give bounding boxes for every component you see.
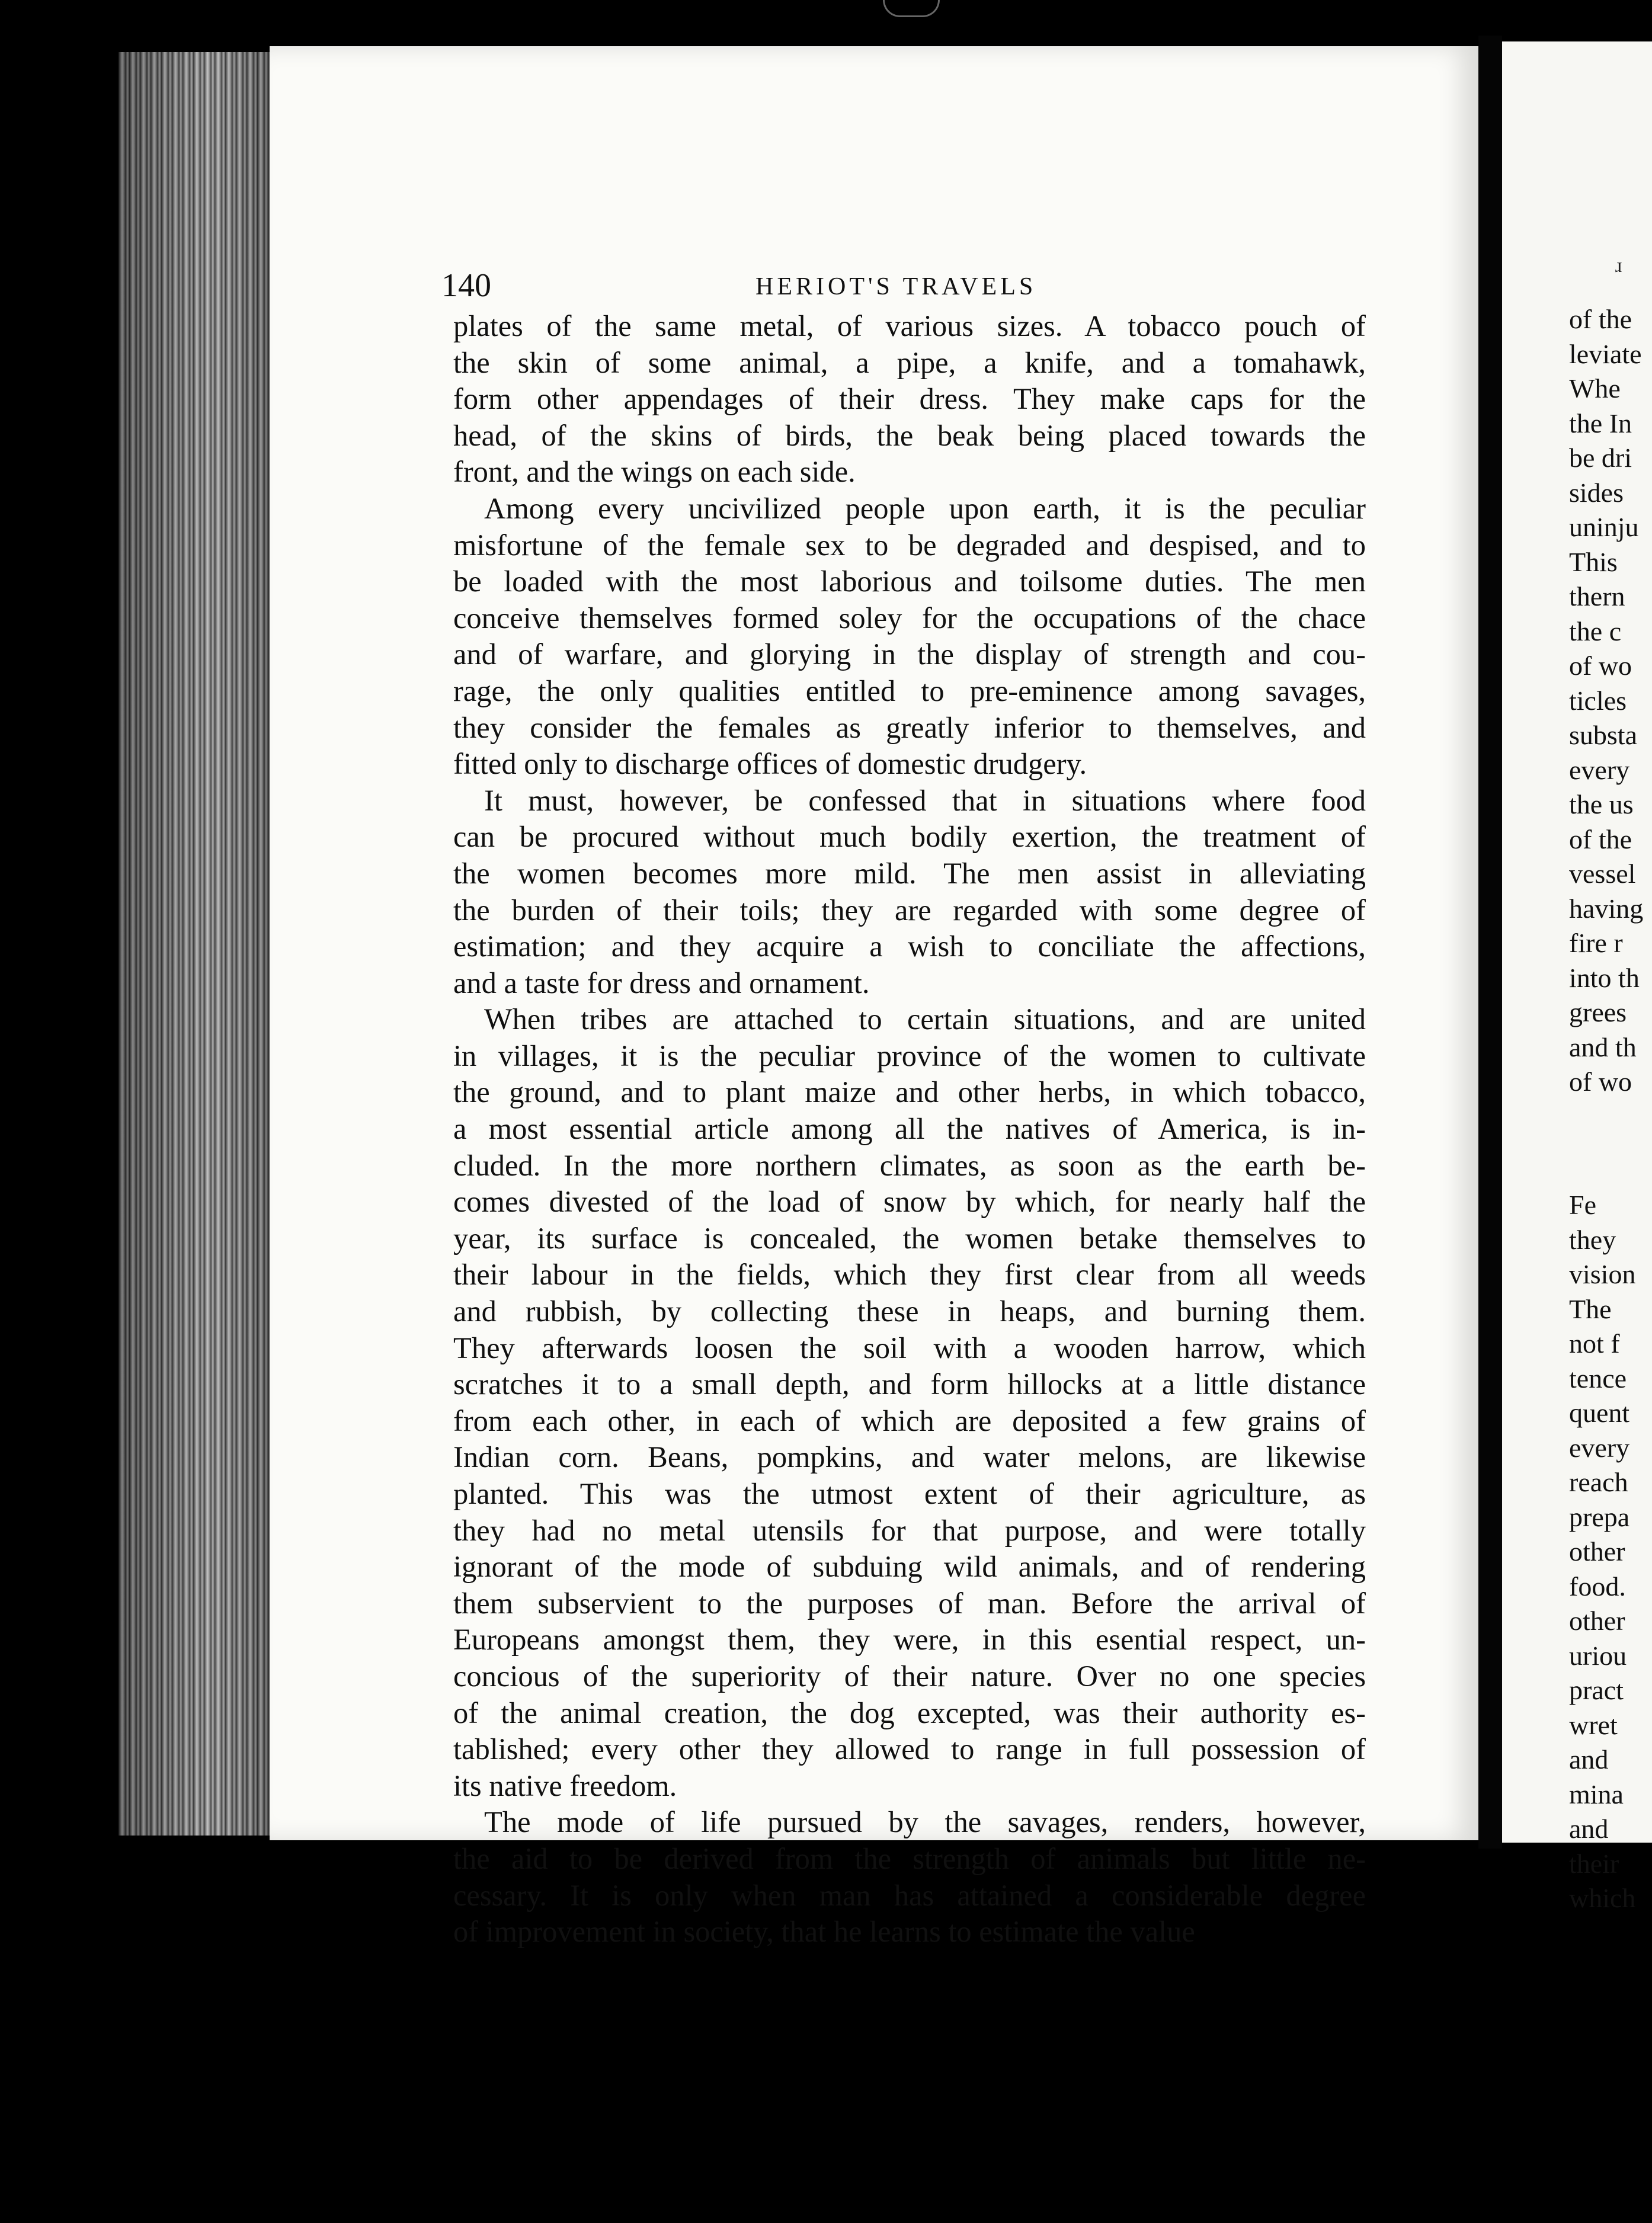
- body-text: [453, 308, 1366, 1950]
- right-page-line: quent: [1569, 1398, 1630, 1428]
- text-line: Among every uncivilized people upon earth, it is the peculiar: [484, 491, 1366, 525]
- text-line: tablished; every other they allowed to range in full possession of: [453, 1732, 1366, 1766]
- right-page-line: grees: [1569, 997, 1627, 1027]
- text-line: comes divested of the load of snow by which, for nearly half the: [453, 1185, 1366, 1219]
- text-line: and a taste for dress and ornament.: [453, 966, 870, 1000]
- text-line: planted. This was the utmost extent of their agriculture, as: [453, 1477, 1366, 1510]
- right-page-line: and: [1569, 1814, 1609, 1844]
- right-page-line: thern: [1569, 581, 1625, 611]
- right-page-line: and: [1569, 1744, 1609, 1774]
- right-page-text-bottom: [1569, 1188, 1652, 1916]
- right-page-line: the In: [1569, 408, 1632, 438]
- right-page-line: not f: [1569, 1328, 1620, 1359]
- right-page-line: they: [1569, 1224, 1616, 1255]
- right-page-line: uriou: [1569, 1640, 1627, 1671]
- text-line: the women becomes more mild. The men assist in alleviating: [453, 856, 1366, 890]
- right-page-line: vision: [1569, 1259, 1636, 1289]
- right-page-line: pract: [1569, 1675, 1624, 1705]
- text-line: and rubbish, by collecting these in heaps, and burning them.: [453, 1295, 1366, 1328]
- right-page-line: Fe: [1569, 1190, 1596, 1220]
- text-line: form other appendages of their dress. They make caps for the: [453, 382, 1366, 416]
- text-line: the ground, and to plant maize and other herbs, in which tobacco,: [453, 1075, 1366, 1109]
- running-title: HERIOT'S TRAVELS: [755, 273, 1037, 300]
- text-line: rage, the only qualities entitled to pre-eminence among savages,: [453, 674, 1366, 707]
- text-line: the skin of some animal, a pipe, a knife, and a tomahawk,: [453, 345, 1366, 379]
- right-page-line: prepa: [1569, 1501, 1630, 1532]
- text-line: the aid to be derived from the strength of animals but little ne-: [453, 1841, 1366, 1875]
- text-line: They afterwards loosen the soil with a wooden harrow, which: [453, 1331, 1366, 1364]
- text-line: scratches it to a small depth, and form hillocks at a little distance: [453, 1367, 1366, 1401]
- text-line: Europeans amongst them, they were, in this esential respect, un-: [453, 1623, 1366, 1657]
- text-line: of improvement in society, that he learns to estimate the value: [453, 1915, 1195, 1949]
- text-line: from each other, in each of which are deposited a few grains of: [453, 1404, 1366, 1437]
- text-line: estimation; and they acquire a wish to conciliate the affections,: [453, 930, 1366, 963]
- right-page-line: other: [1569, 1536, 1625, 1567]
- text-line: year, its surface is concealed, the women betake themselves to: [453, 1221, 1366, 1255]
- right-page-line: leviate: [1569, 338, 1642, 369]
- right-page-line: of wo: [1569, 1066, 1632, 1097]
- right-page-line: which: [1569, 1883, 1636, 1913]
- text-line: be loaded with the most laborious and toilsome duties. The men: [453, 565, 1366, 598]
- text-line: fitted only to discharge offices of domestic drudgery.: [453, 747, 1087, 781]
- right-page-line: Whe: [1569, 373, 1621, 403]
- page-number: 140: [441, 267, 491, 304]
- right-page-line: substa: [1569, 720, 1637, 750]
- right-page-line: wret: [1569, 1709, 1618, 1740]
- text-line: them subservient to the purposes of man. Before the arrival of: [453, 1586, 1366, 1620]
- right-page-line: having: [1569, 893, 1644, 924]
- text-line: ignorant of the mode of subduing wild animals, and of rendering: [453, 1550, 1366, 1584]
- right-page-line: mina: [1569, 1779, 1624, 1809]
- right-page-line: and th: [1569, 1032, 1637, 1062]
- right-page-line: be dri: [1569, 443, 1632, 473]
- text-line: a most essential article among all the natives of America, is in-: [453, 1112, 1366, 1146]
- text-line: When tribes are attached to certain situations, and are united: [484, 1002, 1366, 1036]
- text-line: its native freedom.: [453, 1769, 677, 1802]
- right-page-line: ticles: [1569, 685, 1627, 716]
- text-line: can be procured without much bodily exertion, the treatment of: [453, 820, 1366, 854]
- right-page-line: uninju: [1569, 512, 1639, 542]
- right-page-line: tence: [1569, 1363, 1627, 1394]
- right-page-line: of wo: [1569, 651, 1632, 681]
- right-page-line: reach: [1569, 1467, 1628, 1497]
- right-page-line: This: [1569, 546, 1618, 577]
- right-page-line: the us: [1569, 789, 1634, 819]
- text-line: The mode of life pursued by the savages, renders, however,: [484, 1805, 1366, 1839]
- right-page-line: the c: [1569, 616, 1622, 646]
- right-page-line: their: [1569, 1848, 1619, 1879]
- right-page-line: sides: [1569, 477, 1624, 508]
- text-line: front, and the wings on each side.: [453, 455, 856, 489]
- right-page-line: every: [1569, 1432, 1630, 1463]
- right-page-line: every: [1569, 754, 1630, 785]
- text-line: and of warfare, and glorying in the display of strength and cou-: [453, 638, 1366, 671]
- text-line: head, of the skins of birds, the beak being placed towards the: [453, 418, 1366, 452]
- right-page-line: food.: [1569, 1571, 1626, 1601]
- right-page-line: The: [1569, 1293, 1612, 1324]
- text-line: in villages, it is the peculiar province of the women to cultivate: [453, 1039, 1366, 1072]
- text-line: cessary. It is only when man has attained a considerable degree: [453, 1878, 1366, 1912]
- right-page-line: into th: [1569, 962, 1640, 993]
- text-line: plates of the same metal, of various sizes. A tobacco pouch of: [453, 309, 1366, 342]
- text-line: of the animal creation, the dog excepted, was their authority es-: [453, 1696, 1366, 1729]
- text-line: they consider the females as greatly inferior to themselves, and: [453, 710, 1366, 744]
- text-line: concious of the superiority of their nature. Over no one species: [453, 1659, 1366, 1693]
- text-line: misfortune of the female sex to be degraded and despised, and to: [453, 528, 1366, 562]
- right-page-line: other: [1569, 1606, 1625, 1636]
- page-gutter: [1478, 36, 1502, 1849]
- right-page-text-top: [1569, 302, 1652, 1100]
- right-page-mark: ɹ: [1615, 255, 1622, 277]
- text-line: the burden of their toils; they are regarded with some degree of: [453, 893, 1366, 927]
- book-fore-edge: [119, 52, 273, 1836]
- right-page-line: vessel: [1569, 859, 1636, 889]
- right-page-line: of the: [1569, 304, 1632, 334]
- text-line: conceive themselves formed soley for the occupations of the chace: [453, 601, 1366, 635]
- text-line: cluded. In the more northern climates, as soon as the earth be-: [453, 1148, 1366, 1182]
- running-head: [441, 267, 1378, 308]
- text-line: they had no metal utensils for that purpose, and were totally: [453, 1513, 1366, 1547]
- text-line: It must, however, be confessed that in situations where food: [484, 783, 1366, 817]
- right-page-line: of the: [1569, 824, 1632, 854]
- text-line: Indian corn. Beans, pompkins, and water melons, are likewise: [453, 1440, 1366, 1474]
- top-ornament: [883, 0, 940, 17]
- text-line: their labour in the fields, which they first clear from all weeds: [453, 1258, 1366, 1292]
- right-page-line: fire r: [1569, 928, 1623, 958]
